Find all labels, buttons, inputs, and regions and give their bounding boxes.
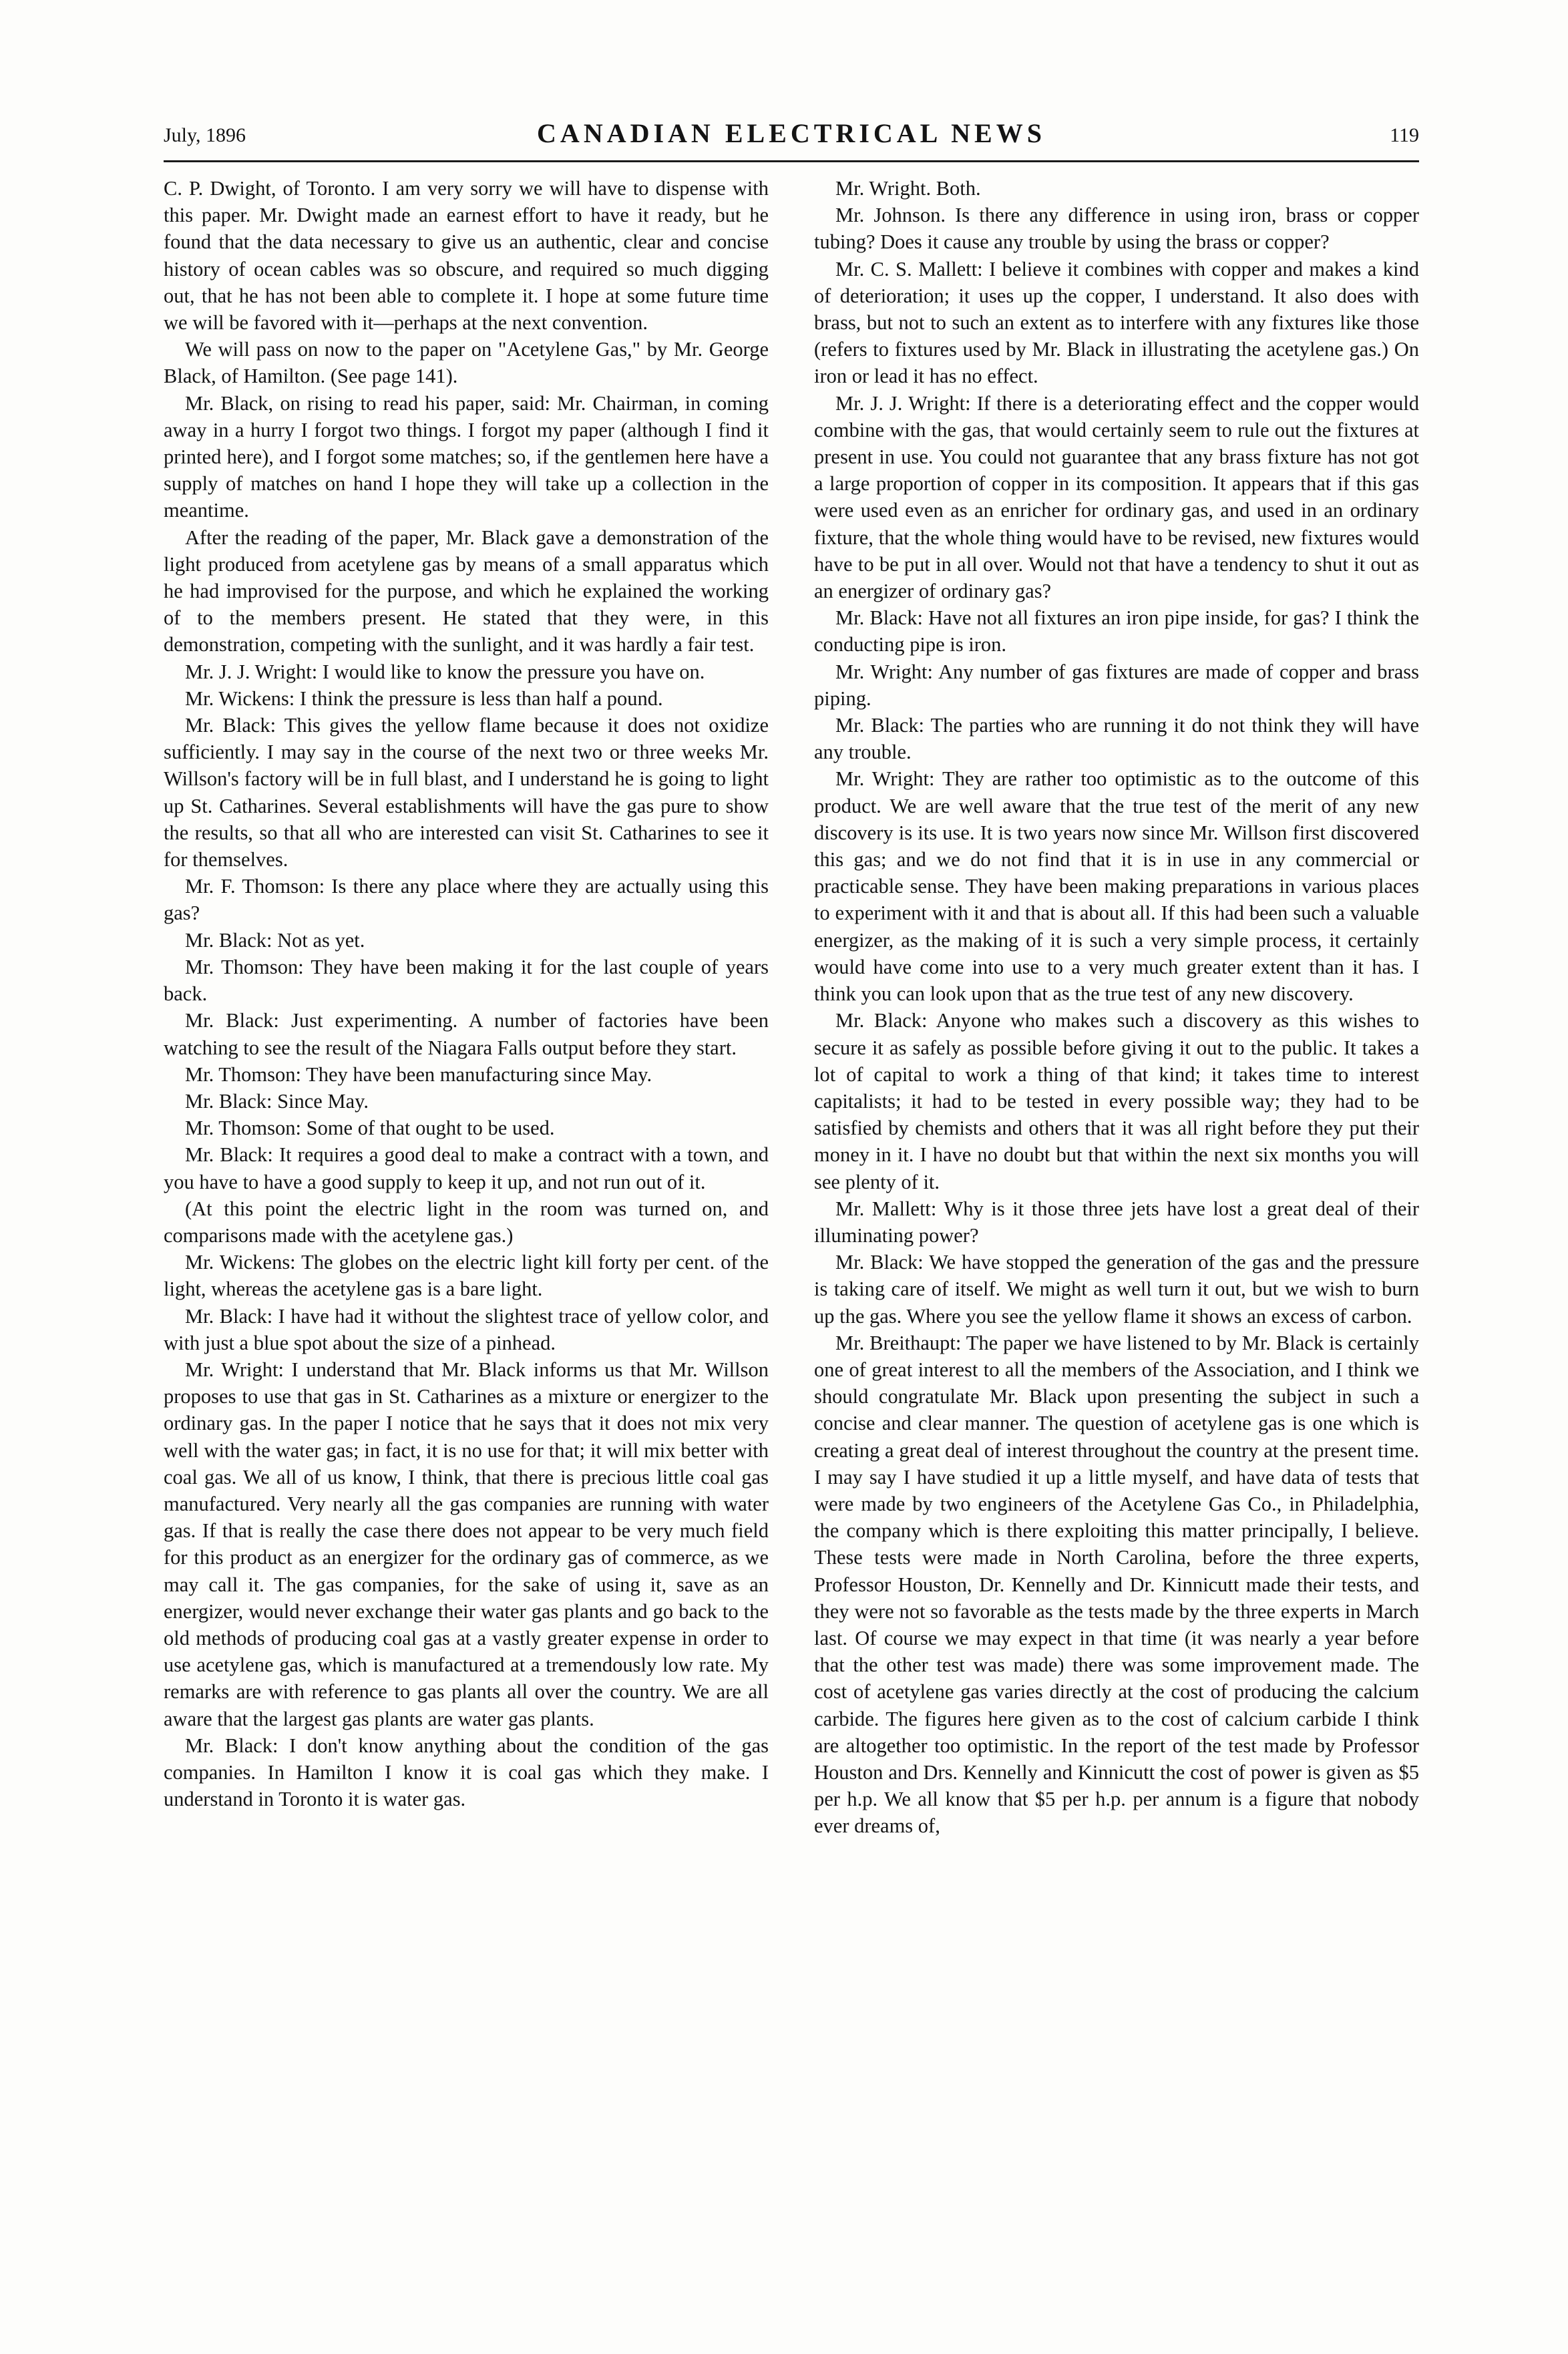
paragraph: Mr. Black, on rising to read his paper, said: Mr. Chairman, in coming away in a hurry I forgot two things. I forgot my paper (although I find it printed here), and I forgot some matches; so, if the gentlemen here have a supply of matches on hand I hope they will take up a collection in the meantime. — [164, 391, 769, 522]
header-rule — [164, 160, 1419, 162]
paragraph: We will pass on now to the paper on "Acetylene Gas," by Mr. George Black, of Hamilton. (See page 141). — [164, 338, 769, 388]
paragraph: Mr. Wright: I understand that Mr. Black informs us that Mr. Willson proposes to use that gas in St. Catharines as a mixture or energizer to the ordinary gas. In the paper I notice that he says that it does not mix very well with the water gas; in fact, it is no use for that; it will mix better with coal gas. We all of us know, I think, that there is precious little coal gas manufactured. Very nearly all the gas companies are running with water gas. If that is really the case there does not appear to be very much field for this product as an energizer for the ordinary gas of commerce, as we may call it. The gas companies, for the sake of using it, save as an energizer, would never exchange their water gas plants and go back to the old methods of producing coal gas at a vastly greater expense in order to use acetylene gas, which is manufactured at a tremendously low rate. My remarks are with reference to gas plants all over the country. We are all aware that the largest gas plants are water gas plants. — [164, 1358, 769, 1730]
paragraph: Mr. Black: It requires a good deal to make a contract with a town, and you have to have a good supply to keep it up, and not run out of it. — [164, 1143, 769, 1193]
paragraph: Mr. Wickens: The globes on the electric light kill forty per cent. of the light, whereas the acetylene gas is a bare light. — [164, 1251, 769, 1301]
paragraph: Mr. Black: Not as yet. — [185, 928, 365, 952]
paragraph: Mr. Black: Since May. — [185, 1089, 369, 1113]
paragraph: Mr. Wright. Both. — [835, 177, 981, 200]
paragraph: Mr. Black: Anyone who makes such a discovery as this wishes to secure it as safely as possible before giving it out to the public. It takes a lot of capital to work a thing of that kind; it takes time to interest capitalists; it had to be tested in every possible way; they had to be satisfied by chemists and others that it was all right before they put their money in it. I have no doubt but that within the next six months you will see plenty of it. — [814, 1009, 1419, 1193]
paragraph: Mr. Black: We have stopped the generation of the gas and the pressure is taking care of itself. We might as well turn it out, but we wish to burn up the gas. Where you see the yellow flame it shows an excess of carbon. — [814, 1251, 1419, 1328]
paragraph: Mr. C. S. Mallett: I believe it combines with copper and makes a kind of deterioration; it uses up the copper, I understand. It also does with brass, but not to such an extent as to interfere with any fixtures like those (refers to fixtures used by Mr. Black in illustrating the acetylene gas.) On iron or lead it has no effect. — [814, 257, 1419, 388]
paragraph: Mr. F. Thomson: Is there any place where they are actually using this gas? — [164, 875, 769, 925]
paragraph: Mr. Wright: They are rather too optimistic as to the outcome of this product. We are well aware that the true test of the merit of any new discovery is its use. It is two years now since Mr. Willson first discovered this gas; and we do not find that it is in use in any commercial or practicable sense. They have been making preparations in various places to experiment with it and that is about all. If this had been such a valuable energizer, as the making of it is such a very simple process, it certainly would have come into use to a very much greater extent than it has. I think you can look upon that as the true test of any new discovery. — [814, 767, 1419, 1006]
paragraph: Mr. Wickens: I think the pressure is less than half a pound. — [185, 686, 663, 710]
paragraph: Mr. Black: I don't know anything about the condition of the gas companies. In Hamilton I know it is coal gas which they make. I understand in Toronto it is water gas. — [164, 1734, 769, 1811]
journal-title: CANADIAN ELECTRICAL NEWS — [537, 118, 1046, 148]
paragraph: C. P. Dwight, of Toronto. I am very sorry we will have to dispense with this paper. Mr. Dwight made an earnest effort to have it ready, but he found that the data necessary to give us an authentic, clear and concise history of ocean cables was so obscure, and required so much digging out, that he has not been able to complete it. I hope at some future time we will be favored with it—perhaps at the next convention. — [164, 177, 769, 335]
paragraph: Mr. Black: I have had it without the slightest trace of yellow color, and with just a blue spot about the size of a pinhead. — [164, 1304, 769, 1354]
paragraph: Mr. Thomson: They have been making it for the last couple of years back. — [164, 955, 769, 1006]
left-column — [164, 175, 769, 2312]
right-column — [814, 175, 1419, 2312]
paragraph: Mr. Black: This gives the yellow flame because it does not oxidize sufficiently. I may say in the course of the next two or three weeks Mr. Willson's factory will be in full blast, and I understand he is going to light up St. Catharines. Several establishments will have the gas pure to show the results, so that all who are interested can visit St. Catharines to see it for themselves. — [164, 714, 769, 871]
paragraph: Mr. Wright: Any number of gas fixtures are made of copper and brass piping. — [814, 660, 1419, 710]
issue-date: July, 1896 — [164, 124, 246, 146]
page-number: 119 — [1390, 124, 1419, 146]
paragraph: Mr. Breithaupt: The paper we have listened to by Mr. Black is certainly one of great interest to all the members of the Association, and I think we should congratulate Mr. Black upon presenting the subject in such a concise and clear manner. The question of acetylene gas is one which is creating a great deal of interest throughout the country at the present time. I may say I have studied it up a little myself, and have data of tests that were made by two engineers of the Acetylene Gas Co., in Philadelphia, the company which is there exploiting this matter principally, I believe. These tests were made in North Carolina, before the three experts, Professor Houston, Dr. Kennelly and Dr. Kinnicutt made their tests, and they were not so favorable as the tests made by the three experts in March last. Of course we may expect in that time (it was nearly a year before that the other test was made) there was some improvement made. The cost of acetylene gas varies directly at the cost of producing the calcium carbide. The figures here given as to the cost of calcium carbide I think are altogether too optimistic. In the report of the test made by Professor Houston and Drs. Kennelly and Kinnicutt the cost of power is given as $5 per h.p. We all know that $5 per h.p. per annum is a figure that nobody ever dreams of, — [814, 1331, 1419, 1838]
paragraph: Mr. J. J. Wright: I would like to know the pressure you have on. — [185, 660, 705, 683]
paragraph: Mr. Thomson: They have been manufacturing since May. — [185, 1062, 652, 1086]
running-header — [164, 118, 1419, 158]
paragraph: After the reading of the paper, Mr. Black gave a demonstration of the light produced from acetylene gas by means of a small apparatus which he had improvised for the purpose, and which he explained the working of to the members present. He stated that they were, in this demonstration, competing with the sunlight, and it was hardly a fair test. — [164, 526, 769, 656]
paragraph: Mr. J. J. Wright: If there is a deteriorating effect and the copper would combine with the gas, that would certainly seem to rule out the fixtures at present in use. You could not guarantee that any brass fixture has not got a large proportion of copper in its composition. It appears that if this gas were used even as an enricher for ordinary gas, and used in an ordinary fixture, that the whole thing would have to be revised, new fixtures would have to be put in all over. Would not that have a tendency to shut it out as an energizer of ordinary gas? — [814, 391, 1419, 603]
paragraph: Mr. Thomson: Some of that ought to be used. — [185, 1117, 555, 1140]
paragraph: Mr. Mallett: Why is it those three jets have lost a great deal of their illuminating power? — [814, 1197, 1419, 1247]
paragraph: Mr. Black: Have not all fixtures an iron pipe inside, for gas? I think the conducting pipe is iron. — [814, 606, 1419, 656]
paragraph: Mr. Black: Just experimenting. A number of factories have been watching to see the result of the Niagara Falls output before they start. — [164, 1009, 769, 1059]
paragraph: Mr. Black: The parties who are running it do not think they will have any trouble. — [814, 714, 1419, 764]
paragraph: Mr. Johnson. Is there any difference in using iron, brass or copper tubing? Does it cause any trouble by using the brass or copper? — [814, 204, 1419, 254]
paragraph: (At this point the electric light in the room was turned on, and comparisons made with the acetylene gas.) — [164, 1197, 769, 1247]
